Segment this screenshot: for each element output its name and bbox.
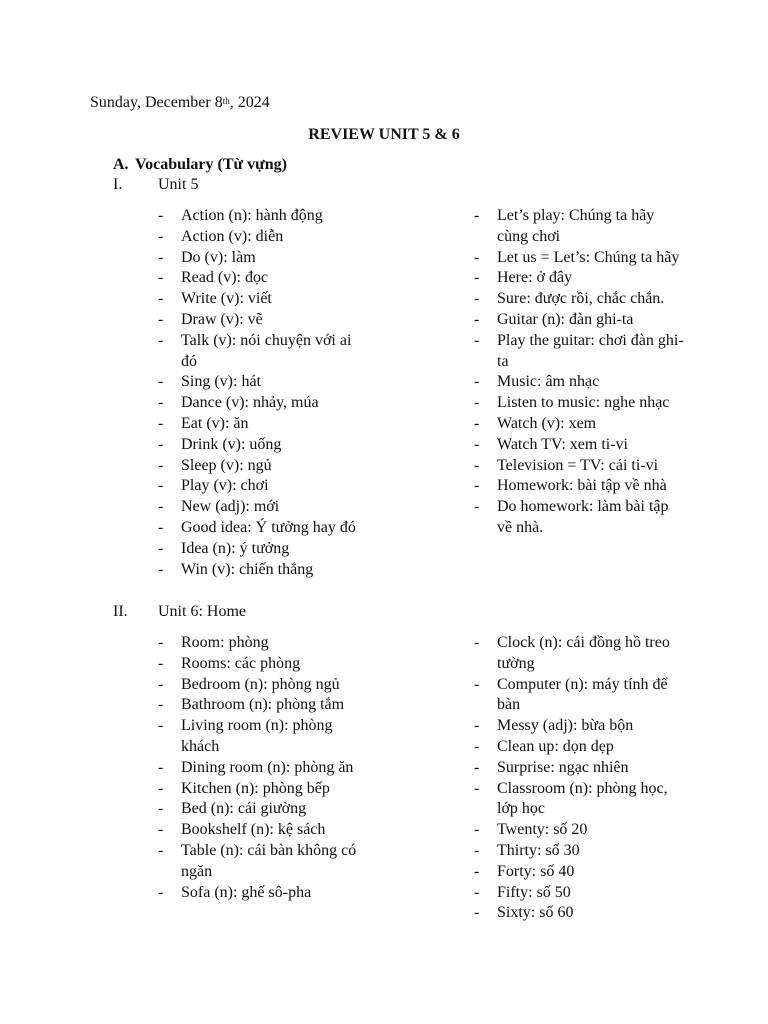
vocab-item: - Messy (adj): bừa bộn [474,716,684,737]
vocab-item: - Play the guitar: chơi đàn ghi-ta [474,331,684,373]
vocab-item: - Bathroom (n): phòng tắm [158,695,368,716]
vocab-item: - Room: phòng [158,633,368,654]
vocab-item: - Television = TV: cái ti-vi [474,456,684,477]
section-a-heading [113,155,287,175]
vocab-item: - Write (v): viết [158,289,368,310]
vocab-item: - Classroom (n): phòng học, lớp học [474,779,684,821]
vocab-item: - Rooms: các phòng [158,654,368,675]
vocab-item: - Thirty: số 30 [474,841,684,862]
date-text: Sunday, December 8 [90,94,223,111]
unit6-heading [113,602,246,622]
unit6-number: II. [113,603,128,620]
vocab-item: - Eat (v): ăn [158,414,368,435]
unit5-number: I. [113,176,123,193]
vocab-item: - Sure: được rồi, chắc chắn. [474,289,684,310]
vocab-item: - Win (v): chiến thắng [158,560,368,581]
vocab-item: - Draw (v): vẽ [158,310,368,331]
unit6-label: Unit 6: Home [158,603,246,620]
unit6-vocab-right [474,633,684,924]
vocab-item: - Dance (v): nhảy, múa [158,393,368,414]
vocab-item: - Clock (n): cái đồng hồ treo tường [474,633,684,675]
vocab-item: - Watch TV: xem ti-vi [474,435,684,456]
vocab-item: - Sing (v): hát [158,372,368,393]
vocab-item: - Here: ở đây [474,268,684,289]
unit6-vocab-left [158,633,368,903]
vocab-item: - Twenty: số 20 [474,820,684,841]
vocab-item: - Kitchen (n): phòng bếp [158,779,368,800]
vocab-item: - Guitar (n): đàn ghi-ta [474,310,684,331]
section-a-number: A. [113,156,129,173]
vocab-item: - Action (n): hành động [158,206,368,227]
unit5-label: Unit 5 [158,176,199,193]
vocab-item: - Drink (v): uống [158,435,368,456]
vocab-item: - Surprise: ngạc nhiên [474,758,684,779]
vocab-item: - Bed (n): cái giường [158,799,368,820]
vocab-item: - Dining room (n): phòng ăn [158,758,368,779]
unit5-vocab-right [474,206,684,539]
vocab-item: - Listen to music: nghe nhạc [474,393,684,414]
vocab-item: - Sofa (n): ghế sô-pha [158,883,368,904]
vocab-item: - Let us = Let’s: Chúng ta hãy [474,248,684,269]
vocab-item: - Talk (v): nói chuyện với ai đó [158,331,368,373]
vocab-item: - Read (v): đọc [158,268,368,289]
vocab-item: - Clean up: dọn dẹp [474,737,684,758]
vocab-item: - Bedroom (n): phòng ngủ [158,675,368,696]
vocab-item: - Music: âm nhạc [474,372,684,393]
vocab-item: - Fifty: số 50 [474,883,684,904]
date-year: , 2024 [229,94,270,111]
vocab-item: - Let’s play: Chúng ta hãy cùng chơi [474,206,684,248]
vocab-item: - Bookshelf (n): kệ sách [158,820,368,841]
vocab-item: - Homework: bài tập về nhà [474,476,684,497]
vocab-item: - Forty: số 40 [474,862,684,883]
vocab-item: - Good idea: Ý tưởng hay đó [158,518,368,539]
vocab-item: - Do (v): làm [158,248,368,269]
vocab-item: - Sleep (v): ngủ [158,456,368,477]
page-title: REVIEW UNIT 5 & 6 [308,126,460,143]
vocab-item: - Play (v): chơi [158,476,368,497]
vocab-item: - Do homework: làm bài tập về nhà. [474,497,684,539]
unit5-vocab-left [158,206,368,580]
vocab-item: - Table (n): cái bàn không có ngăn [158,841,368,883]
vocab-item: - Sixty: số 60 [474,903,684,924]
vocab-item: - Living room (n): phòng khách [158,716,368,758]
vocab-item: - Action (v): diễn [158,227,368,248]
vocab-item: - Watch (v): xem [474,414,684,435]
unit5-heading [113,175,198,195]
vocab-item: - Idea (n): ý tưởng [158,539,368,560]
vocab-item: - New (adj): mới [158,497,368,518]
section-a-label: Vocabulary (Từ vựng) [135,156,287,173]
vocab-item: - Computer (n): máy tính để bàn [474,675,684,717]
date-ordinal-suffix: th [222,96,230,106]
document-date [90,93,270,113]
